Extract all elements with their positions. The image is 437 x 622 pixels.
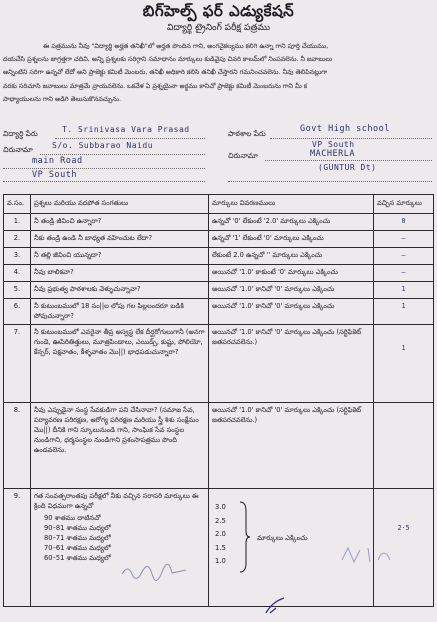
row-question: నీ కుటుంబములో 18 సం||ల లోపు గల పిల్లలందరూ బడికి పోవుచున్నారా? xyxy=(31,299,209,325)
table-row xyxy=(4,325,434,403)
row-score[interactable] xyxy=(374,403,434,489)
row-question: నీకు తండ్రి ఉండి నీ బాధ్యత వహించుట లేదా? xyxy=(31,231,209,248)
student-name-value: T. Srinivasa Vara Prasad xyxy=(62,125,190,134)
school-address-line-1 xyxy=(265,160,432,161)
row-sno: 3. xyxy=(4,248,31,265)
row-score[interactable]: 0 xyxy=(374,214,434,231)
band-item: 80–71 శాతము మధ్యలో xyxy=(44,534,111,542)
row-sno: 1. xyxy=(4,214,31,231)
band-item: 70–61 శాతము మధ్యలో xyxy=(44,544,111,552)
row-question: నీ తండ్రి జీవించి ఉన్నారా? xyxy=(31,214,209,231)
header-sno: వ.సం. xyxy=(4,195,31,214)
instruction-line: దయచేసి ప్రశ్నలను జాగ్రత్తగా చదివి, అన్ని ప్రశ్నలకు సరిగ్గాని సమాధానం మార్కులు కుడివైపు చివరి కాలమ్‌లో నింపవలెను. నీ జవాబులు xyxy=(3,55,333,64)
row-marks-rule: అయినచో '1.0' కాకుంటే '0' మార్కులు ఎక్కించు xyxy=(209,265,374,282)
row-sno: 6. xyxy=(4,299,31,325)
band-item: 90–81 శాతము మధ్యలో xyxy=(44,524,111,532)
row-question: నీవు ఎప్పుడైనా సంస్థ సేవకుడిగా పని చేసినావా? (సమాజ సేవ, పర్యావరణ పరిరక్షణ, ఆరోగ్య పరిరక్షణ మరియు స్త్రీ శిశు సంక్షేమం మొ||) దీనికి గాని స్కూలునుండి గాని, సాంఘిక సేవ సంస్థల నుండిగాని, ధర్మసంస్థల నుండిగాని ప్రశంసాపత్రము పొంది ఉండవలెను. xyxy=(31,403,209,489)
row-sno: 4. xyxy=(4,265,31,282)
school-address-label: చిరునామా xyxy=(228,151,258,160)
row-score[interactable]: 2·5 xyxy=(374,489,434,607)
row-marks-rule: ఉన్నచో '0' లేకుంటే '2.0' మార్కులు ఎక్కించు xyxy=(209,214,374,231)
pen-mark xyxy=(262,596,288,616)
school-name-line xyxy=(270,138,432,139)
row-score[interactable]: — xyxy=(374,231,434,248)
row-marks-rule: అయినచో '1.0' కానిచో '0' మార్కులు ఎక్కించు (సర్టిఫికెట్ జతపరచవలెను.) xyxy=(209,325,374,403)
row-sno: 2. xyxy=(4,231,31,248)
row-sno: 5. xyxy=(4,282,31,299)
student-address-line-2 xyxy=(3,168,205,169)
row-question: నీవు ప్రభుత్వ పాఠశాలకు వెళ్ళుచున్నావా? xyxy=(31,282,209,299)
instruction-line: వరకు సరిచూసి జవాబులు మాత్రమే వ్రాయవలెను. ఒకవేళ ఏ ప్రశ్నయైనా అర్థము కానిచో ప్రాజెక్టు కమిటీ మెంబరును గాని మీ క xyxy=(3,81,308,90)
school-address-value-1: MACHERLA xyxy=(310,149,355,159)
student-address-value-1: S/o. Subbarao Naidu xyxy=(52,141,154,150)
row-question xyxy=(31,489,209,607)
school-address-value-2: (GUNTUR Dt) xyxy=(318,163,377,172)
table-row xyxy=(4,299,434,325)
page-subtitle: విద్యార్థి ట్రైనింగ్ పరీక్ష పత్రము xyxy=(166,23,271,33)
row-score[interactable]: — xyxy=(374,248,434,265)
row-score[interactable]: — xyxy=(374,265,434,282)
band-item: 60–51 శాతము మధ్యలో xyxy=(44,554,111,562)
table-header-row xyxy=(4,195,434,214)
header-question: ప్రశ్నలు మరియు వదపోత సంగతులు xyxy=(31,195,209,214)
row-sno: 8. xyxy=(4,403,31,489)
row-sno: 7. xyxy=(4,325,31,403)
student-address-value-2: main Road xyxy=(32,156,83,166)
student-name-line xyxy=(55,138,205,139)
row-score[interactable]: 1 xyxy=(374,282,434,299)
signature-mark xyxy=(120,560,190,582)
signature-mark xyxy=(338,540,398,570)
student-address-line-3 xyxy=(3,181,205,182)
row-score[interactable]: 1 xyxy=(374,299,434,325)
marks-level: 2.5 xyxy=(215,516,226,525)
student-address-value-3: VP South xyxy=(32,170,77,180)
row-marks-rule: లేకుంటే 2.0 ఉన్నచో '' మార్కులు ఎక్కించు xyxy=(209,248,374,265)
marks-level: 3.0 xyxy=(215,503,226,511)
school-name-value: Govt High school xyxy=(300,124,390,134)
table-row xyxy=(4,403,434,489)
table-row xyxy=(4,248,434,265)
header-marks-description: మార్కులు వివరణములు xyxy=(209,195,374,214)
school-address-line-2 xyxy=(228,181,432,182)
marks-levels xyxy=(215,501,226,569)
band-item: 90 శాతము దాటినచో xyxy=(44,514,101,522)
row-question: నీవు బాలికవా? xyxy=(31,265,209,282)
instruction-line: అన్నింటిని సరిగా ఉన్నవో లేదో అని ప్రాజెక్టు కమిటీ మెంబరు, తనిఖీ అధికారి కలిసి తనిఖీ చేస్తారని గమనించవలెను. నీవు తెలిపినట్లుగా xyxy=(3,68,328,77)
table-row xyxy=(4,282,434,299)
row-marks-rule: అయినచో '1.0' కానిచో '0' మార్కులు ఎక్కించు (సర్టిఫికెట్ జతపరచవలెను.) xyxy=(209,403,374,489)
instruction-line: పాధ్యాయులను గాని అడిగి తెలుసుకొనవచ్చును. xyxy=(3,94,121,103)
marks-level: 2.0 xyxy=(215,530,226,539)
instruction-line: ఈ పత్రమును నీవు "విద్యార్థి అర్హత తనిఖీ"లో అర్హత పొందిన గాని, అంగవైకల్యము కలిగి ఉన్నా గాని పూర్తి చేయుము, xyxy=(43,42,329,50)
table-row xyxy=(4,231,434,248)
row-sno: 9. xyxy=(4,489,31,607)
row-question: నీ కుటుంబములో ఎవరైనా తీవ్ర అస్వస్థ లేక దీర్ఘరోగులుగానీ (అనగా గుండె, ఊపిరితిత్తులు, మూత్రపిండాలు, ఎయిడ్స్, కుష్టు, పోలియో, కేన్సర్, పక్షవాతం, కీళ్ళవాతం మొ||) భాధపడుచున్నారా? xyxy=(31,325,209,403)
row-question: నీ తల్లి జీవించి యున్నదా? xyxy=(31,248,209,265)
school-name-label: పాఠశాల పేరు xyxy=(228,129,266,138)
row-marks-rule: అయినచో '1.0' కానిచో '0' మార్కులు ఎక్కించు xyxy=(209,299,374,325)
instructions-paragraph xyxy=(3,40,433,108)
marks-note: మార్కులు ఎక్కించు xyxy=(257,534,308,542)
student-address-label: చిరునామా xyxy=(3,145,33,154)
question-heading: గత సంవత్సరాంతపు పరీక్షలో నీకు వచ్చిన సరాసరి మార్కులు ఈ క్రింది విధముగా ఉన్నచో xyxy=(34,492,199,510)
student-name-label: విద్యార్థి పేరు xyxy=(3,129,38,138)
row-marks-rule: ఉన్నచో '1' లేకుంటే '0' మార్కులు ఎక్కించు xyxy=(209,231,374,248)
school-name-value-2: VP South xyxy=(312,140,355,149)
table-row xyxy=(4,214,434,231)
marks-level: 1.5 xyxy=(215,543,226,552)
student-address-line-1 xyxy=(40,154,205,155)
row-marks-rule: అయినచో '1.0' కానిచో '0' మార్కులు ఎక్కించు xyxy=(209,282,374,299)
header-marks-obtained: వచ్చిన మార్కులు xyxy=(374,195,434,214)
brace-icon xyxy=(237,501,251,573)
row-score[interactable]: 1 xyxy=(374,325,434,403)
marks-level: 1.0 xyxy=(215,557,226,566)
page-title: బిగ్‌హెల్ప్ ఫర్ ఎడ్యుకేషన్ xyxy=(142,2,295,20)
table-row xyxy=(4,265,434,282)
